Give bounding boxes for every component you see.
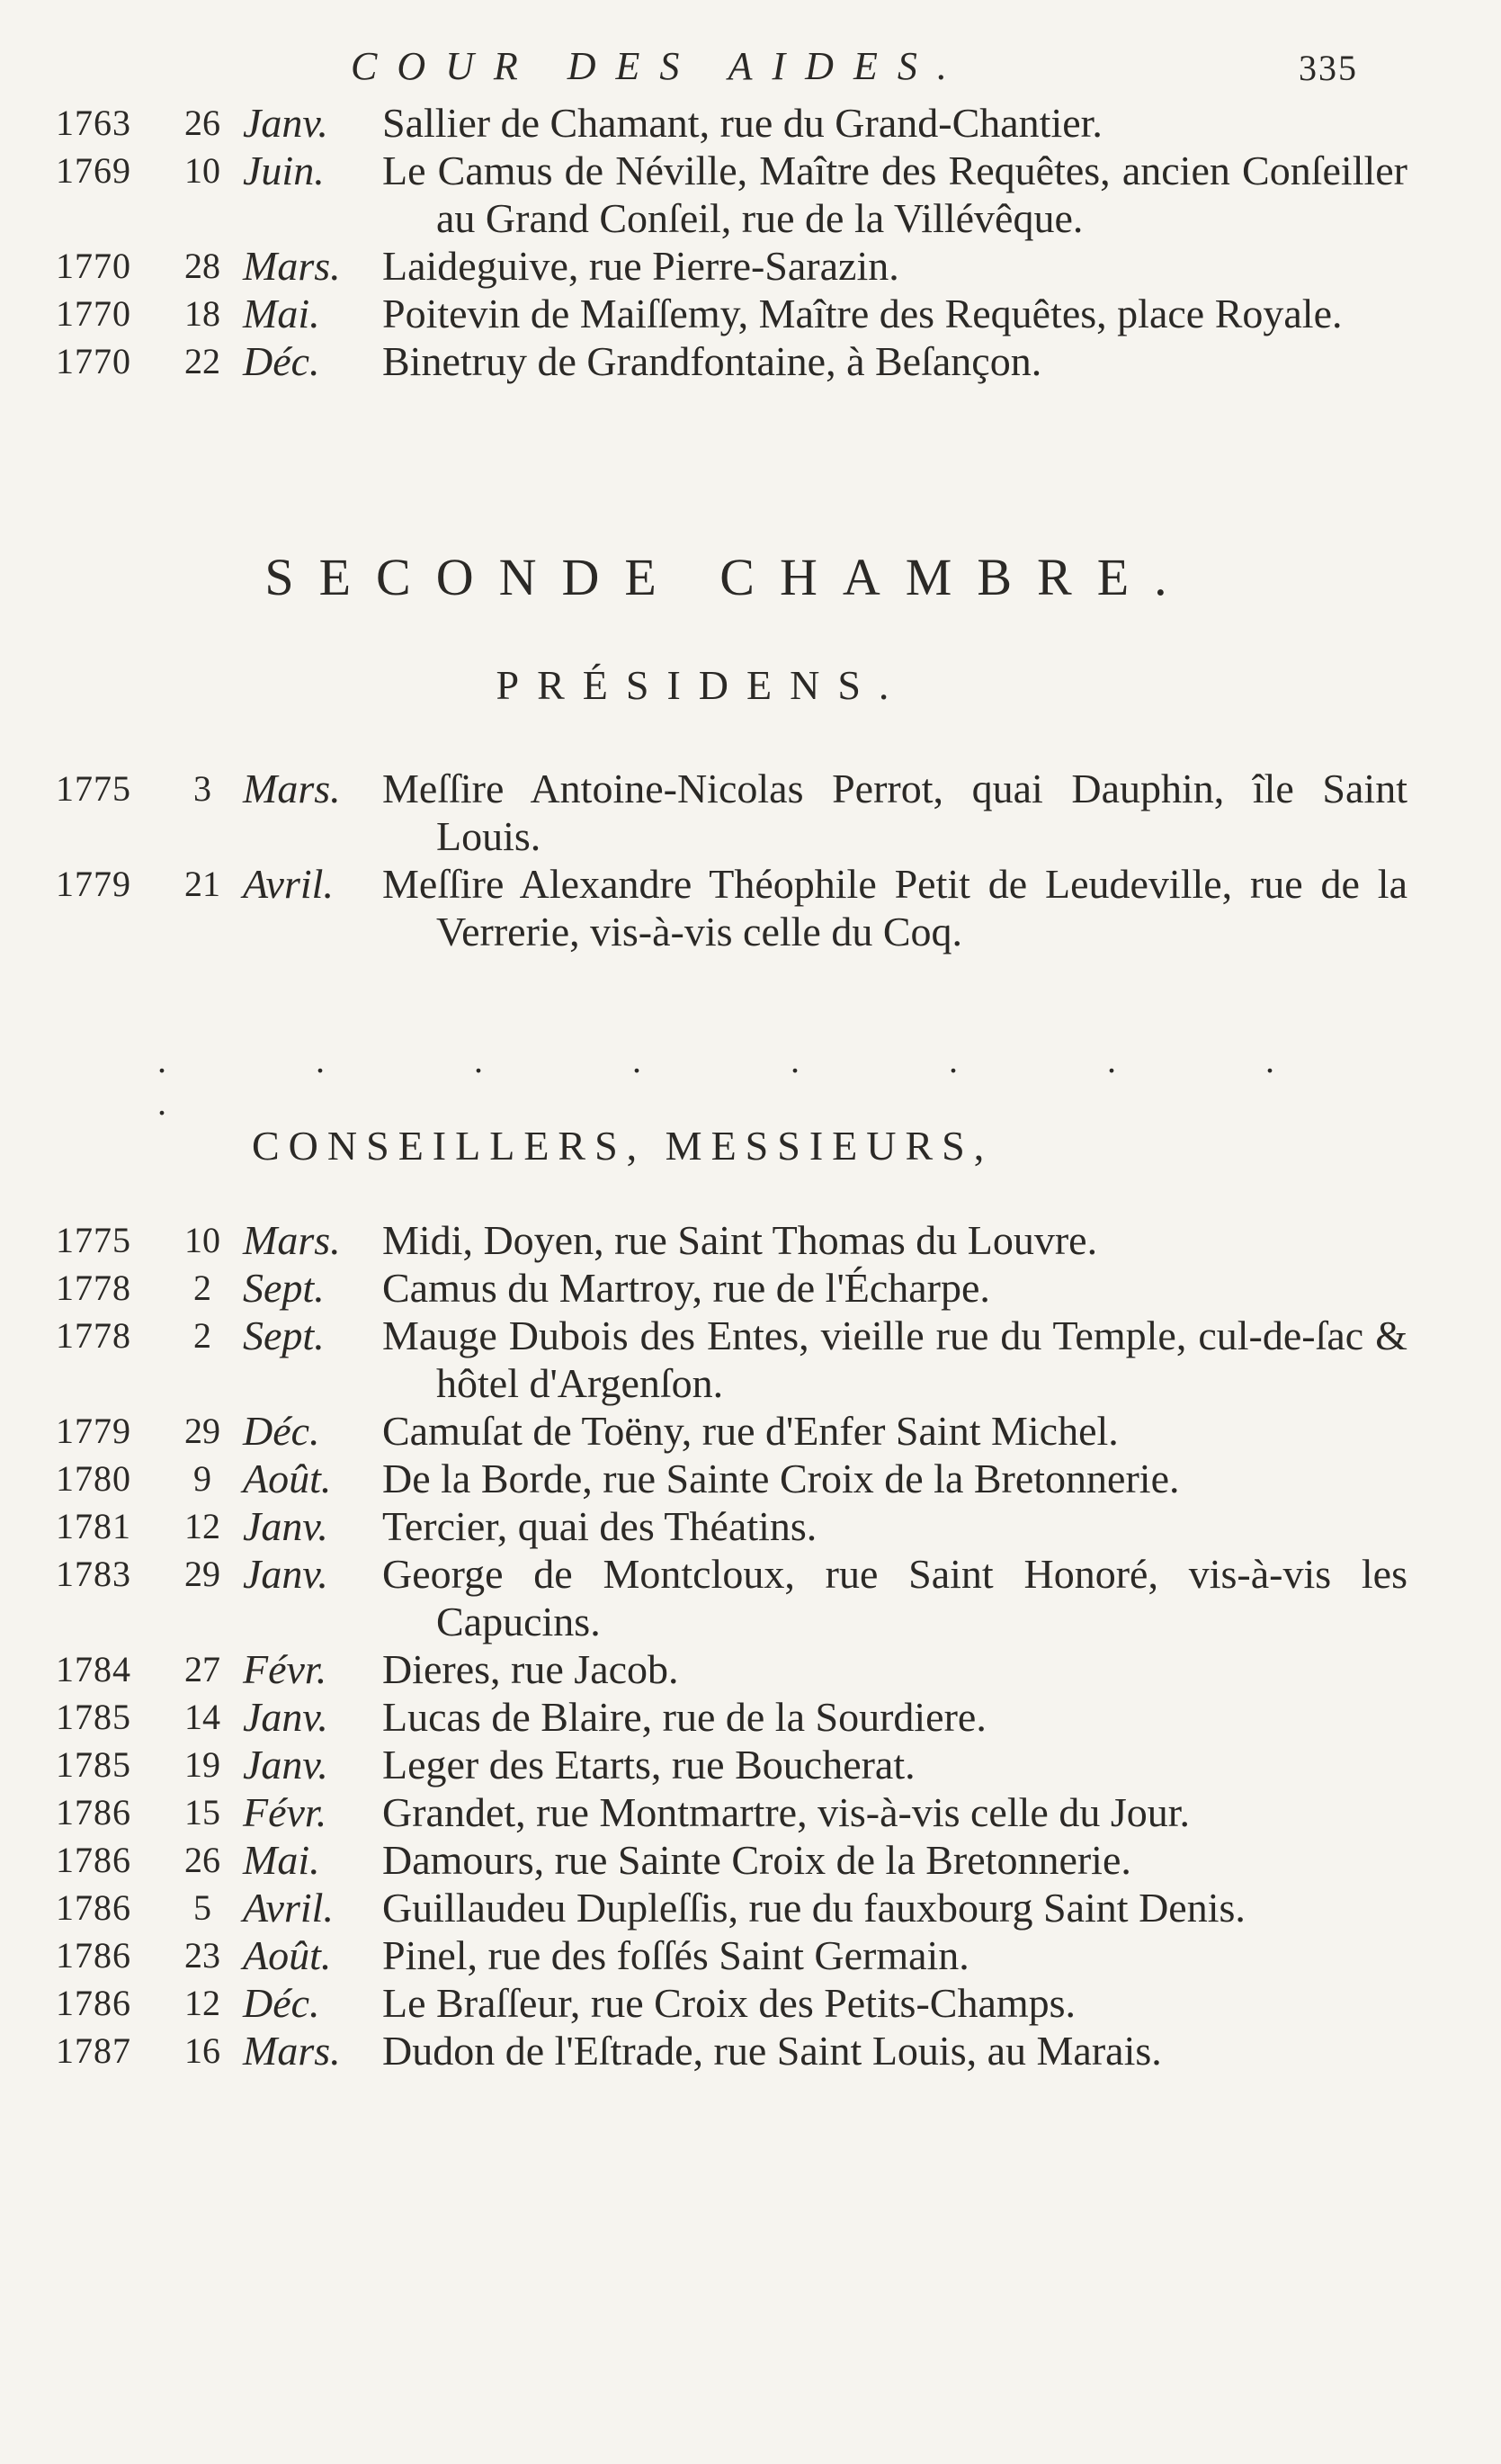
entry-day: 18 <box>184 293 220 334</box>
entry-day: 29 <box>184 1411 220 1451</box>
entry-year: 1783 <box>56 1554 131 1594</box>
entry-text: Mauge Dubois des Entes, vieille rue du Temple, cul-de-ſac & hôtel d'Argenſon. <box>382 1313 1407 1406</box>
list-item <box>0 147 1501 242</box>
entry-year: 1787 <box>56 2030 131 2071</box>
list-item <box>0 1884 1501 1931</box>
entry-day: 10 <box>184 150 220 191</box>
entry-month: Mars. <box>243 2028 341 2074</box>
entry-year: 1786 <box>56 1935 131 1976</box>
entry-text: Poitevin de Maiſſemy, Maître des Requêtes, place Royale. <box>382 291 1343 336</box>
entry-year: 1778 <box>56 1315 131 1356</box>
entry-year: 1775 <box>56 1220 131 1260</box>
list-item <box>0 1312 1501 1407</box>
list-item <box>0 1693 1501 1741</box>
list-item <box>0 860 1501 955</box>
list-item <box>0 337 1501 385</box>
entry-month: Mars. <box>243 1217 341 1263</box>
list-item <box>0 2027 1501 2074</box>
entry-year: 1779 <box>56 864 131 904</box>
list-item <box>0 765 1501 860</box>
entry-text: De la Borde, rue Sainte Croix de la Bretonnerie. <box>382 1456 1180 1501</box>
entry-day: 12 <box>184 1983 220 2023</box>
entry-day: 16 <box>184 2030 220 2071</box>
entry-year: 1769 <box>56 150 131 191</box>
entry-text: Damours, rue Sainte Croix de la Bretonnerie. <box>382 1837 1131 1883</box>
entry-month: Janv. <box>243 1503 328 1549</box>
entry-text: Dieres, rue Jacob. <box>382 1646 679 1692</box>
entry-month: Sept. <box>243 1313 325 1358</box>
entry-month: Avril. <box>243 861 334 907</box>
entry-year: 1770 <box>56 246 131 286</box>
list-item <box>0 1788 1501 1836</box>
entry-year: 1785 <box>56 1697 131 1737</box>
entry-day: 9 <box>193 1458 211 1499</box>
entry-text: Leger des Etarts, rue Boucherat. <box>382 1742 916 1788</box>
entry-year: 1770 <box>56 293 131 334</box>
entry-year: 1784 <box>56 1649 131 1689</box>
entry-day: 10 <box>184 1220 220 1260</box>
running-title: COUR DES AIDES. <box>351 44 967 88</box>
entry-text: Camuſat de Toëny, rue d'Enfer Saint Michel. <box>382 1408 1119 1454</box>
entry-text: Grandet, rue Montmartre, vis-à-vis celle du Jour. <box>382 1789 1191 1835</box>
list-item <box>0 1931 1501 1979</box>
entry-year: 1785 <box>56 1744 131 1785</box>
entry-list-presidents <box>0 765 1501 955</box>
entry-month: Mars. <box>243 243 341 289</box>
entry-day: 29 <box>184 1554 220 1594</box>
entry-month: Janv. <box>243 1694 328 1740</box>
entry-year: 1775 <box>56 768 131 809</box>
ellipsis-dots: . . . . . . . . . <box>157 1040 1345 1123</box>
page-number: 335 <box>1299 48 1358 88</box>
entry-text: Tercier, quai des Théatins. <box>382 1503 818 1549</box>
entry-month: Déc. <box>243 338 320 384</box>
entry-day: 21 <box>184 864 220 904</box>
entry-text: Laideguive, rue Pierre-Sarazin. <box>382 243 899 289</box>
presidents-title: PRÉSIDENS. <box>496 662 907 708</box>
entry-day: 2 <box>193 1315 211 1356</box>
list-item <box>0 290 1501 337</box>
entry-day: 2 <box>193 1268 211 1308</box>
entry-year: 1786 <box>56 1840 131 1880</box>
entry-day: 28 <box>184 246 220 286</box>
list-item <box>0 1741 1501 1788</box>
entry-day: 5 <box>193 1887 211 1928</box>
list-item <box>0 1455 1501 1502</box>
entry-month: Déc. <box>243 1980 320 2026</box>
entry-text: Midi, Doyen, rue Saint Thomas du Louvre. <box>382 1217 1098 1263</box>
running-head <box>351 43 1358 97</box>
entry-month: Sept. <box>243 1265 325 1311</box>
entry-list-conseillers <box>0 1216 1501 2074</box>
list-item <box>0 1979 1501 2027</box>
entry-day: 19 <box>184 1744 220 1785</box>
entry-day: 14 <box>184 1697 220 1737</box>
list-item <box>0 1645 1501 1693</box>
entry-month: Janv. <box>243 1551 328 1597</box>
entry-year: 1786 <box>56 1792 131 1832</box>
list-item <box>0 242 1501 290</box>
entry-year: 1786 <box>56 1983 131 2023</box>
entry-month: Déc. <box>243 1408 320 1454</box>
entry-year: 1780 <box>56 1458 131 1499</box>
entry-month: Août. <box>243 1932 332 1978</box>
entry-text: Sallier de Chamant, rue du Grand-Chantier. <box>382 100 1103 146</box>
entry-month: Août. <box>243 1456 332 1501</box>
entry-list-group1 <box>0 99 1501 385</box>
entry-day: 22 <box>184 341 220 381</box>
entry-day: 3 <box>193 768 211 809</box>
list-item <box>0 1264 1501 1312</box>
entry-text: Binetruy de Grandfontaine, à Beſançon. <box>382 338 1042 384</box>
entry-day: 26 <box>184 1840 220 1880</box>
conseillers-title: CONSEILLERS, MESSIEURS, <box>252 1123 994 1169</box>
entry-year: 1778 <box>56 1268 131 1308</box>
entry-month: Juin. <box>243 148 325 193</box>
entry-month: Janv. <box>243 1742 328 1788</box>
entry-text: Dudon de l'Eſtrade, rue Saint Louis, au Marais. <box>382 2028 1162 2074</box>
entry-text: Meſſire Alexandre Théophile Petit de Leudeville, rue de la Verrerie, vis-à-vis celle du Coq. <box>382 861 1407 954</box>
list-item <box>0 1407 1501 1455</box>
entry-text: Pinel, rue des foſſés Saint Germain. <box>382 1932 969 1978</box>
entry-text: Lucas de Blaire, rue de la Sourdiere. <box>382 1694 987 1740</box>
entry-year: 1786 <box>56 1887 131 1928</box>
entry-day: 12 <box>184 1506 220 1546</box>
entry-text: George de Montcloux, rue Saint Honoré, vis-à-vis les Capucins. <box>382 1551 1407 1644</box>
entry-month: Mai. <box>243 291 320 336</box>
list-item <box>0 1836 1501 1884</box>
entry-text: Camus du Martroy, rue de l'Écharpe. <box>382 1265 990 1311</box>
entry-day: 23 <box>184 1935 220 1976</box>
entry-text: Meſſire Antoine-Nicolas Perrot, quai Dauphin, île Saint Louis. <box>382 766 1407 859</box>
section-title: SECONDE CHAMBRE. <box>264 548 1193 606</box>
entry-day: 15 <box>184 1792 220 1832</box>
entry-month: Mars. <box>243 766 341 811</box>
entry-year: 1763 <box>56 103 131 143</box>
entry-month: Janv. <box>243 100 328 146</box>
entry-year: 1781 <box>56 1506 131 1546</box>
entry-month: Févr. <box>243 1646 327 1692</box>
entry-text: Le Camus de Néville, Maître des Requêtes, ancien Conſeiller au Grand Conſeil, rue de la Villévêque. <box>382 148 1407 241</box>
entry-year: 1770 <box>56 341 131 381</box>
entry-text: Le Braſſeur, rue Croix des Petits-Champs. <box>382 1980 1077 2026</box>
list-item <box>0 1550 1501 1645</box>
entry-day: 27 <box>184 1649 220 1689</box>
list-item <box>0 99 1501 147</box>
entry-year: 1779 <box>56 1411 131 1451</box>
entry-month: Févr. <box>243 1789 327 1835</box>
entry-text: Guillaudeu Dupleſſis, rue du fauxbourg Saint Denis. <box>382 1885 1246 1931</box>
entry-day: 26 <box>184 103 220 143</box>
list-item <box>0 1216 1501 1264</box>
entry-month: Mai. <box>243 1837 320 1883</box>
list-item <box>0 1502 1501 1550</box>
entry-month: Avril. <box>243 1885 334 1931</box>
